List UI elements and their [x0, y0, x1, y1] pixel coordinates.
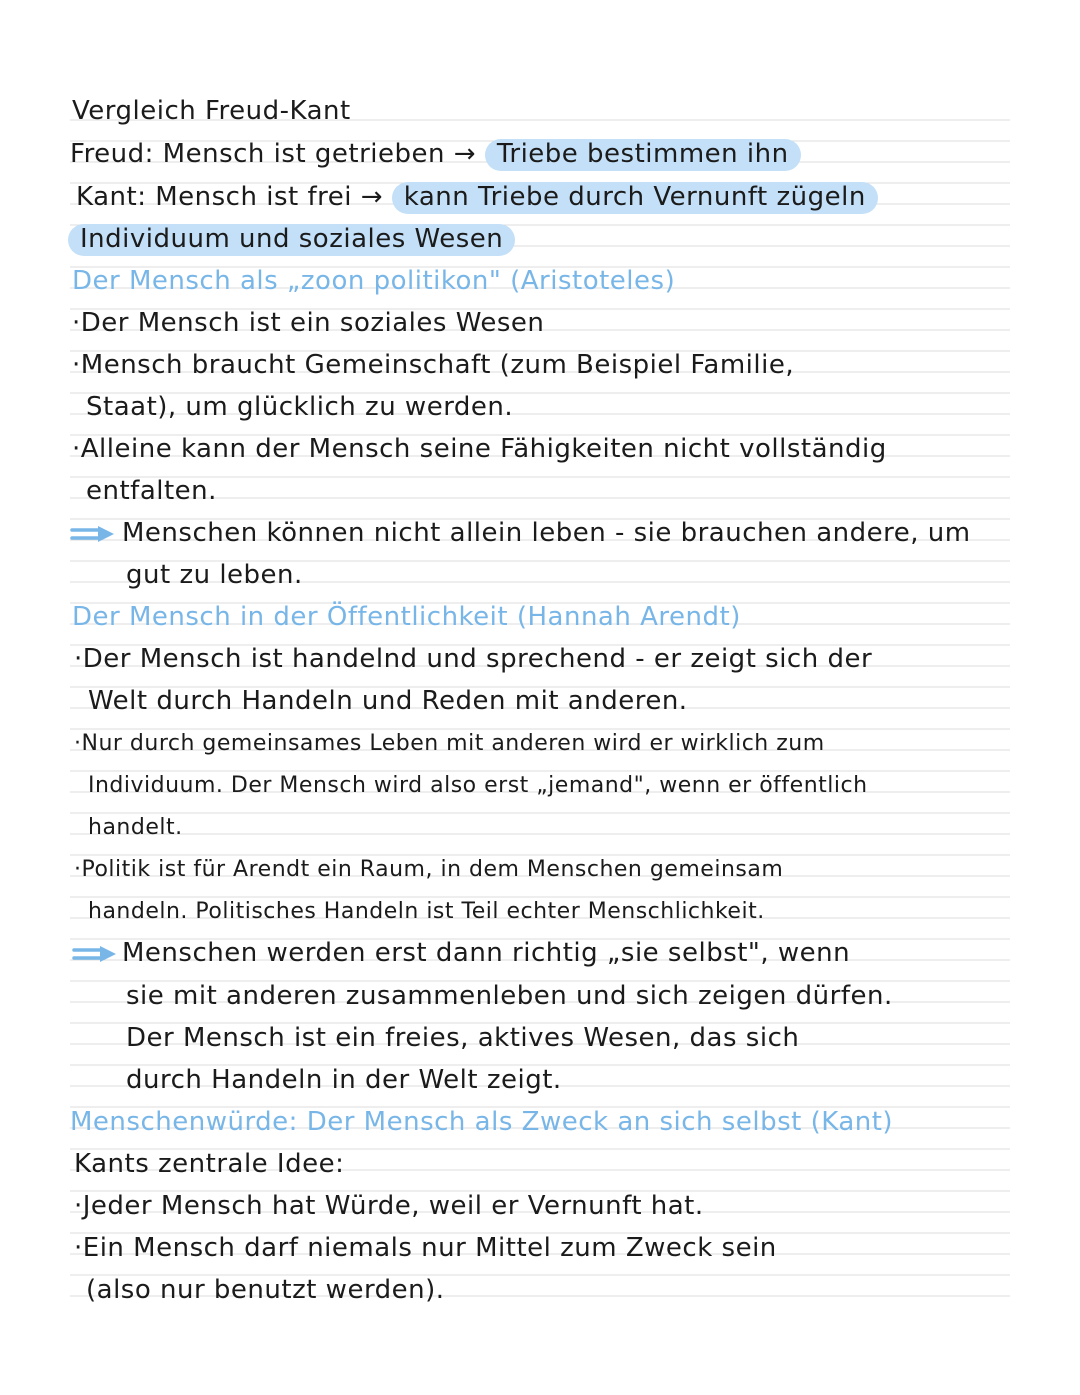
freud-text: Freud: Mensch ist getrieben →	[70, 139, 477, 169]
bullet-gemeinschaft-cont: Staat), um glücklich zu werden.	[86, 392, 514, 422]
bullet-wuerde: ·Jeder Mensch hat Würde, weil er Vernunft hat.	[74, 1191, 704, 1221]
kant-idee-label: Kants zentrale Idee:	[74, 1149, 345, 1179]
note-title: Vergleich Freud-Kant	[72, 96, 351, 126]
bullet-faehigkeiten: ·Alleine kann der Mensch seine Fähigkeiten nicht vollständig	[72, 434, 887, 464]
double-arrow-right-icon	[72, 944, 120, 964]
bullet-mittel-zweck: ·Ein Mensch darf niemals nur Mittel zum Zweck sein	[74, 1233, 777, 1263]
conclusion-allein-leben: Menschen können nicht allein leben - sie brauchen andere, um	[122, 518, 971, 548]
bullet-handelnd-cont: Welt durch Handeln und Reden mit anderen.	[88, 686, 688, 716]
double-arrow-right-icon	[70, 524, 118, 544]
bullet-soziales-wesen: ·Der Mensch ist ein soziales Wesen	[72, 308, 545, 338]
conclusion-allein-leben-cont: gut zu leben.	[126, 560, 303, 590]
heading-oeffentlichkeit: Der Mensch in der Öffentlichkeit (Hannah Arendt)	[72, 602, 741, 632]
heading-zoon-politikon: Der Mensch als „zoon politikon" (Aristoteles)	[72, 266, 676, 296]
conclusion-sie-selbst: Menschen werden erst dann richtig „sie selbst", wenn	[122, 938, 851, 968]
conclusion-sie-selbst-cont2: Der Mensch ist ein freies, aktives Wesen, das sich	[126, 1023, 800, 1053]
kant-text: Kant: Mensch ist frei →	[76, 182, 383, 212]
bullet-faehigkeiten-cont: entfalten.	[86, 476, 217, 506]
section-heading-individuum	[68, 222, 515, 256]
bullet-mittel-zweck-cont: (also nur benutzt werden).	[86, 1275, 445, 1305]
freud-line	[70, 137, 801, 171]
section-heading-text: Individuum und soziales Wesen	[68, 224, 515, 256]
bullet-handelnd: ·Der Mensch ist handelnd und sprechend - er zeigt sich der	[74, 644, 873, 674]
bullet-individuum: ·Nur durch gemeinsames Leben mit anderen wird er wirklich zum	[74, 731, 825, 756]
bullet-gemeinschaft: ·Mensch braucht Gemeinschaft (zum Beispiel Familie,	[72, 350, 795, 380]
freud-highlight: Triebe bestimmen ihn	[485, 139, 801, 171]
heading-menschenwuerde: Menschenwürde: Der Mensch als Zweck an sich selbst (Kant)	[70, 1107, 894, 1137]
bullet-individuum-cont: Individuum. Der Mensch wird also erst „jemand", wenn er öffentlich	[88, 773, 868, 798]
kant-highlight: kann Triebe durch Vernunft zügeln	[392, 182, 878, 214]
bullet-politik: ·Politik ist für Arendt ein Raum, in dem Menschen gemeinsam	[74, 857, 784, 882]
kant-line	[76, 180, 878, 214]
conclusion-sie-selbst-cont1: sie mit anderen zusammenleben und sich zeigen dürfen.	[126, 981, 893, 1011]
bullet-individuum-cont2: handelt.	[88, 815, 183, 840]
bullet-politik-cont: handeln. Politisches Handeln ist Teil echter Menschlichkeit.	[88, 899, 765, 924]
conclusion-sie-selbst-cont3: durch Handeln in der Welt zeigt.	[126, 1065, 562, 1095]
